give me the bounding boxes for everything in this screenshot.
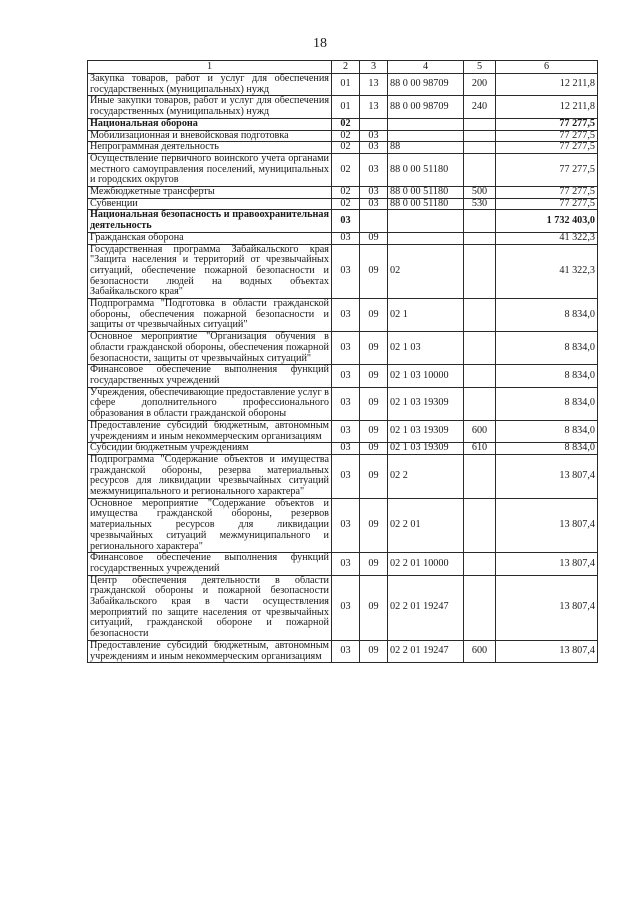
row-section-cell: 02 bbox=[332, 187, 360, 199]
row-amount-cell: 77 277,5 bbox=[496, 153, 598, 186]
row-expense-type-cell bbox=[464, 118, 496, 130]
row-expense-type-cell: 600 bbox=[464, 640, 496, 662]
row-name-cell: Подпрограмма "Содержание объектов и имущества гражданской обороны, резерва материальных ресурсов для ликвидации чрезвычайных ситуаций межмуниципального и регионального характера" bbox=[88, 454, 332, 498]
table-row bbox=[88, 74, 598, 96]
table-row bbox=[88, 96, 598, 118]
row-amount-cell: 1 732 403,0 bbox=[496, 210, 598, 232]
row-name-cell: Непрограммная деятельность bbox=[88, 142, 332, 154]
row-name-cell: Финансовое обеспечение выполнения функций государственных учреждений bbox=[88, 365, 332, 387]
row-expense-type-cell bbox=[464, 142, 496, 154]
column-header: 5 bbox=[464, 61, 496, 74]
row-expense-type-cell: 600 bbox=[464, 420, 496, 442]
column-header: 2 bbox=[332, 61, 360, 74]
row-amount-cell: 77 277,5 bbox=[496, 142, 598, 154]
row-section-cell: 02 bbox=[332, 198, 360, 210]
row-amount-cell: 13 807,4 bbox=[496, 498, 598, 553]
table-row bbox=[88, 420, 598, 442]
table-row bbox=[88, 640, 598, 662]
row-name-cell: Финансовое обеспечение выполнения функций государственных учреждений bbox=[88, 553, 332, 575]
table-row bbox=[88, 332, 598, 365]
row-target-article-cell: 02 2 01 19247 bbox=[388, 575, 464, 640]
row-amount-cell: 13 807,4 bbox=[496, 454, 598, 498]
row-subsection-cell: 03 bbox=[360, 153, 388, 186]
row-target-article-cell: 88 0 00 98709 bbox=[388, 96, 464, 118]
row-target-article-cell: 02 1 03 19309 bbox=[388, 443, 464, 455]
row-expense-type-cell bbox=[464, 498, 496, 553]
row-amount-cell: 77 277,5 bbox=[496, 118, 598, 130]
row-subsection-cell: 03 bbox=[360, 198, 388, 210]
table-row bbox=[88, 187, 598, 199]
row-target-article-cell: 88 0 00 51180 bbox=[388, 187, 464, 199]
column-header: 3 bbox=[360, 61, 388, 74]
row-name-cell: Межбюджетные трансферты bbox=[88, 187, 332, 199]
row-expense-type-cell bbox=[464, 454, 496, 498]
row-name-cell: Национальная безопасность и правоохранительная деятельность bbox=[88, 210, 332, 232]
row-subsection-cell: 03 bbox=[360, 142, 388, 154]
row-subsection-cell: 09 bbox=[360, 332, 388, 365]
row-section-cell: 03 bbox=[332, 443, 360, 455]
row-expense-type-cell bbox=[464, 365, 496, 387]
row-name-cell: Основное мероприятие "Организация обучения в области гражданской обороны, обеспечения пожарной безопасности, защиты от чрезвычайных ситуаций" bbox=[88, 332, 332, 365]
row-name-cell: Мобилизационная и вневойсковая подготовка bbox=[88, 130, 332, 142]
row-section-cell: 02 bbox=[332, 153, 360, 186]
row-target-article-cell: 88 0 00 98709 bbox=[388, 74, 464, 96]
row-target-article-cell bbox=[388, 118, 464, 130]
table-row bbox=[88, 454, 598, 498]
row-subsection-cell: 09 bbox=[360, 454, 388, 498]
row-subsection-cell: 09 bbox=[360, 420, 388, 442]
row-amount-cell: 41 322,3 bbox=[496, 232, 598, 244]
column-header: 4 bbox=[388, 61, 464, 74]
row-expense-type-cell bbox=[464, 244, 496, 299]
row-amount-cell: 12 211,8 bbox=[496, 74, 598, 96]
row-section-cell: 03 bbox=[332, 575, 360, 640]
row-target-article-cell bbox=[388, 232, 464, 244]
row-amount-cell: 13 807,4 bbox=[496, 575, 598, 640]
table-row bbox=[88, 232, 598, 244]
table-row bbox=[88, 142, 598, 154]
row-section-cell: 03 bbox=[332, 332, 360, 365]
table-header-row bbox=[88, 61, 598, 74]
row-name-cell: Субсидии бюджетным учреждениям bbox=[88, 443, 332, 455]
row-section-cell: 01 bbox=[332, 74, 360, 96]
row-target-article-cell: 88 0 00 51180 bbox=[388, 198, 464, 210]
row-amount-cell: 8 834,0 bbox=[496, 299, 598, 332]
row-subsection-cell: 13 bbox=[360, 74, 388, 96]
row-target-article-cell: 02 1 03 bbox=[388, 332, 464, 365]
row-expense-type-cell bbox=[464, 332, 496, 365]
row-subsection-cell: 09 bbox=[360, 553, 388, 575]
row-target-article-cell: 02 2 01 10000 bbox=[388, 553, 464, 575]
row-target-article-cell: 02 1 03 19309 bbox=[388, 387, 464, 420]
table-row bbox=[88, 244, 598, 299]
row-amount-cell: 13 807,4 bbox=[496, 640, 598, 662]
row-amount-cell: 8 834,0 bbox=[496, 443, 598, 455]
row-target-article-cell: 88 0 00 51180 bbox=[388, 153, 464, 186]
row-expense-type-cell: 610 bbox=[464, 443, 496, 455]
row-amount-cell: 8 834,0 bbox=[496, 332, 598, 365]
row-amount-cell: 12 211,8 bbox=[496, 96, 598, 118]
row-name-cell: Субвенции bbox=[88, 198, 332, 210]
row-amount-cell: 13 807,4 bbox=[496, 553, 598, 575]
row-expense-type-cell bbox=[464, 232, 496, 244]
row-name-cell: Национальная оборона bbox=[88, 118, 332, 130]
table-row bbox=[88, 365, 598, 387]
row-section-cell: 02 bbox=[332, 130, 360, 142]
row-name-cell: Учреждения, обеспечивающие предоставление услуг в сфере дополнительного профессионального образования в области гражданской обороны bbox=[88, 387, 332, 420]
budget-table bbox=[87, 60, 598, 663]
table-row bbox=[88, 153, 598, 186]
row-expense-type-cell bbox=[464, 153, 496, 186]
row-amount-cell: 77 277,5 bbox=[496, 187, 598, 199]
row-subsection-cell: 09 bbox=[360, 365, 388, 387]
row-target-article-cell bbox=[388, 210, 464, 232]
table-row bbox=[88, 498, 598, 553]
row-target-article-cell bbox=[388, 130, 464, 142]
table-row bbox=[88, 387, 598, 420]
table-row bbox=[88, 299, 598, 332]
row-subsection-cell: 09 bbox=[360, 575, 388, 640]
row-section-cell: 03 bbox=[332, 553, 360, 575]
row-section-cell: 03 bbox=[332, 454, 360, 498]
row-expense-type-cell bbox=[464, 210, 496, 232]
row-expense-type-cell bbox=[464, 575, 496, 640]
row-subsection-cell bbox=[360, 210, 388, 232]
row-target-article-cell: 88 bbox=[388, 142, 464, 154]
row-subsection-cell: 13 bbox=[360, 96, 388, 118]
row-section-cell: 03 bbox=[332, 420, 360, 442]
row-section-cell: 03 bbox=[332, 299, 360, 332]
row-section-cell: 03 bbox=[332, 365, 360, 387]
row-expense-type-cell: 500 bbox=[464, 187, 496, 199]
row-amount-cell: 41 322,3 bbox=[496, 244, 598, 299]
row-name-cell: Иные закупки товаров, работ и услуг для обеспечения государственных (муниципальных) нужд bbox=[88, 96, 332, 118]
row-target-article-cell: 02 1 03 19309 bbox=[388, 420, 464, 442]
row-amount-cell: 8 834,0 bbox=[496, 387, 598, 420]
row-expense-type-cell: 240 bbox=[464, 96, 496, 118]
row-subsection-cell: 09 bbox=[360, 498, 388, 553]
row-subsection-cell: 03 bbox=[360, 130, 388, 142]
row-target-article-cell: 02 bbox=[388, 244, 464, 299]
row-subsection-cell bbox=[360, 118, 388, 130]
row-name-cell: Центр обеспечения деятельности в области гражданской обороны и пожарной безопасности Забайкальского края в части осуществления мероприятий по защите населения от чрезвычайных ситуаций, гражданской обороне и пожарной безопасности bbox=[88, 575, 332, 640]
row-section-cell: 01 bbox=[332, 96, 360, 118]
row-name-cell: Осуществление первичного воинского учета органами местного самоуправления поселений, муниципальных и городских округов bbox=[88, 153, 332, 186]
row-expense-type-cell bbox=[464, 553, 496, 575]
row-amount-cell: 8 834,0 bbox=[496, 365, 598, 387]
row-target-article-cell: 02 2 01 bbox=[388, 498, 464, 553]
row-expense-type-cell: 200 bbox=[464, 74, 496, 96]
row-target-article-cell: 02 1 bbox=[388, 299, 464, 332]
row-expense-type-cell bbox=[464, 130, 496, 142]
row-name-cell: Подпрограмма "Подготовка в области гражданской обороны, обеспечения пожарной безопасности и защиты от чрезвычайных ситуаций" bbox=[88, 299, 332, 332]
row-name-cell: Предоставление субсидий бюджетным, автономным учреждениям и иным некоммерческим организациям bbox=[88, 420, 332, 442]
table-row bbox=[88, 553, 598, 575]
column-header: 6 bbox=[496, 61, 598, 74]
row-expense-type-cell bbox=[464, 299, 496, 332]
row-expense-type-cell: 530 bbox=[464, 198, 496, 210]
row-amount-cell: 77 277,5 bbox=[496, 198, 598, 210]
table-row bbox=[88, 210, 598, 232]
row-section-cell: 02 bbox=[332, 142, 360, 154]
table-row bbox=[88, 443, 598, 455]
row-name-cell: Основное мероприятие "Содержание объектов и имущества гражданской обороны, резервов материальных ресурсов для ликвидации чрезвычайных ситуаций межмуниципального и регионального характера" bbox=[88, 498, 332, 553]
table-row bbox=[88, 118, 598, 130]
row-section-cell: 02 bbox=[332, 118, 360, 130]
row-section-cell: 03 bbox=[332, 210, 360, 232]
row-subsection-cell: 09 bbox=[360, 387, 388, 420]
row-section-cell: 03 bbox=[332, 244, 360, 299]
row-expense-type-cell bbox=[464, 387, 496, 420]
row-subsection-cell: 09 bbox=[360, 232, 388, 244]
row-subsection-cell: 03 bbox=[360, 187, 388, 199]
row-subsection-cell: 09 bbox=[360, 299, 388, 332]
row-section-cell: 03 bbox=[332, 640, 360, 662]
row-target-article-cell: 02 1 03 10000 bbox=[388, 365, 464, 387]
row-amount-cell: 77 277,5 bbox=[496, 130, 598, 142]
row-name-cell: Государственная программа Забайкальского края "Защита населения и территорий от чрезвычайных ситуаций, обеспечение пожарной безопасности и безопасности людей на водных объектах Забайкальского края" bbox=[88, 244, 332, 299]
table-row bbox=[88, 575, 598, 640]
row-amount-cell: 8 834,0 bbox=[496, 420, 598, 442]
row-name-cell: Закупка товаров, работ и услуг для обеспечения государственных (муниципальных) нужд bbox=[88, 74, 332, 96]
row-target-article-cell: 02 2 01 19247 bbox=[388, 640, 464, 662]
row-subsection-cell: 09 bbox=[360, 640, 388, 662]
row-subsection-cell: 09 bbox=[360, 244, 388, 299]
row-name-cell: Гражданская оборона bbox=[88, 232, 332, 244]
row-section-cell: 03 bbox=[332, 387, 360, 420]
row-name-cell: Предоставление субсидий бюджетным, автономным учреждениям и иным некоммерческим организациям bbox=[88, 640, 332, 662]
row-section-cell: 03 bbox=[332, 498, 360, 553]
row-section-cell: 03 bbox=[332, 232, 360, 244]
column-header: 1 bbox=[88, 61, 332, 74]
row-subsection-cell: 09 bbox=[360, 443, 388, 455]
table-row bbox=[88, 130, 598, 142]
row-target-article-cell: 02 2 bbox=[388, 454, 464, 498]
table-row bbox=[88, 198, 598, 210]
page-number: 18 bbox=[313, 36, 327, 51]
